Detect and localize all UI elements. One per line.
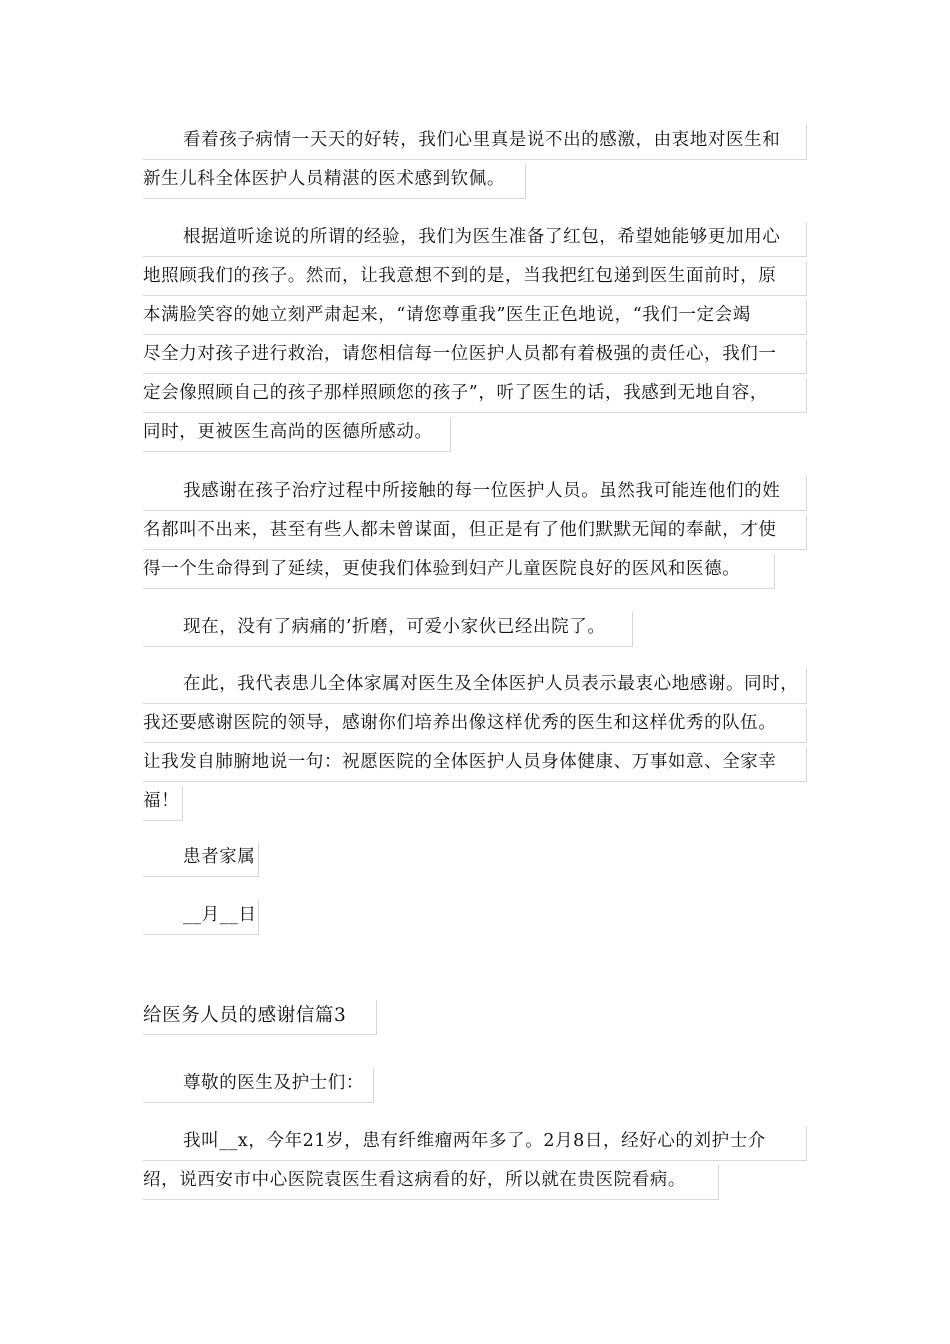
text-line: 尽全力对孩子进行救治，请您相信每一位医护人员都有着极强的责任心，我们一 [143, 335, 807, 374]
text-line: 地照顾我们的孩子。然而，让我意想不到的是，当我把红包递到医生面前时，原 [143, 257, 807, 296]
text-line: 绍，说西安市中心医院袁医生看这病看的好，所以就在贵医院看病。 [143, 1161, 807, 1200]
paragraph-red-envelope [143, 218, 807, 452]
text-line: 我感谢在孩子治疗过程中所接触的每一位医护人员。虽然我可能连他们的姓 [143, 472, 807, 511]
text-line: 本满脸笑容的她立刻严肃起来，“请您尊重我”医生正色地说，“我们一定会竭 [143, 296, 807, 335]
text-line: 定会像照顾自己的孩子那样照顾您的孩子”，听了医生的话，我感到无地自容， [143, 374, 807, 413]
text-line: 我还要感谢医院的领导，感谢你们培养出像这样优秀的医生和这样优秀的队伍。 [143, 704, 807, 743]
text-line: __月__日 [143, 896, 807, 935]
text-line: 患者家属 [143, 838, 807, 877]
text-line: 新生儿科全体医护人员精湛的医术感到钦佩。 [143, 160, 807, 199]
text-line: 现在，没有了病痛的’折磨，可爱小家伙已经出院了。 [143, 608, 807, 647]
text-line: 我叫__x，今年21岁，患有纤维瘤两年多了。2月8日，经好心的刘护士介 [143, 1122, 807, 1161]
text-line: 得一个生命得到了延续，更使我们体验到妇产儿童医院良好的医风和医德。 [143, 550, 807, 589]
section-heading [143, 996, 807, 1035]
paragraph-discharged [143, 608, 807, 647]
text-line: 同时，更被医生高尚的医德所感动。 [143, 413, 807, 452]
text-line: 在此，我代表患儿全体家属对医生及全体医护人员表示最衷心地感谢。同时， [143, 665, 807, 704]
signature-date [143, 896, 807, 935]
text-line: 让我发自肺腑地说一句：祝愿医院的全体医护人员身体健康、万事如意、全家幸 [143, 743, 807, 782]
paragraph-closing-thanks [143, 665, 807, 821]
text-line: 根据道听途说的所谓的经验，我们为医生准备了红包，希望她能够更加用心 [143, 218, 807, 257]
paragraph-thanks-staff [143, 472, 807, 589]
text-line: 福！ [143, 782, 807, 821]
text-line: 尊敬的医生及护士们： [143, 1064, 807, 1103]
heading-line: 给医务人员的感谢信篇3 [143, 996, 807, 1035]
text-line: 看着孩子病情一天天的好转，我们心里真是说不出的感激，由衷地对医生和 [143, 121, 807, 160]
salutation [143, 1064, 807, 1103]
text-line: 名都叫不出来，甚至有些人都未曾谋面，但正是有了他们默默无闻的奉献，才使 [143, 511, 807, 550]
signature-family [143, 838, 807, 877]
paragraph-recovery [143, 121, 807, 199]
paragraph-introduction [143, 1122, 807, 1200]
